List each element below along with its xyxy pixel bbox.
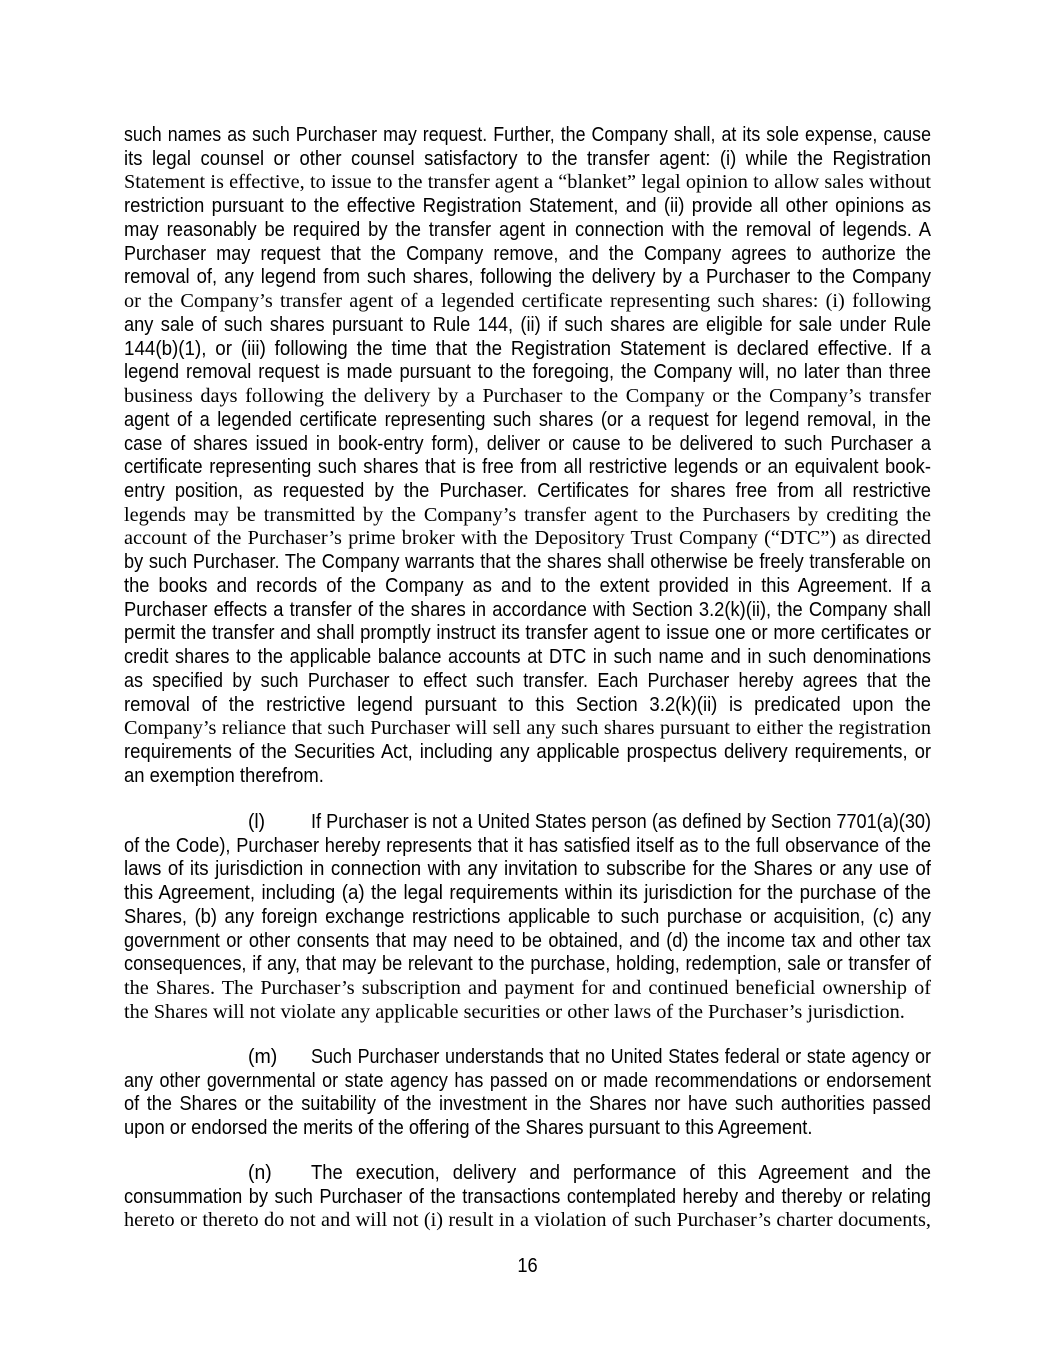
text-line: The execution, delivery and performance of this Agreement and the bbox=[311, 1162, 931, 1184]
text-line: of the Shares or the suitability of the investment in the Shares nor have such authorities passed bbox=[124, 1093, 931, 1116]
text-line: or the Company’s transfer agent of a legended certificate representing such shares: (i) following bbox=[124, 290, 931, 313]
text-line: certificate representing such shares that is free from all restrictive legends or an equivalent book- bbox=[124, 456, 931, 479]
text-line: Shares, (b) any foreign exchange restrictions applicable to such purchase or acquisition, (c) any bbox=[124, 905, 931, 928]
text-line: its legal counsel or other counsel satisfactory to the transfer agent: (i) while the Registration bbox=[124, 147, 931, 170]
paragraph-continuation bbox=[124, 124, 931, 789]
text-line: removal of, any legend from such shares, following the delivery by a Purchaser to the Company bbox=[124, 266, 931, 289]
text-line: Statement is effective, to issue to the transfer agent a “blanket” legal opinion to allow sales without bbox=[124, 171, 931, 194]
text-line: removal of the restrictive legend pursuant to this Section 3.2(k)(ii) is predicated upon the bbox=[124, 693, 931, 716]
text-line: credit shares to the applicable balance accounts at DTC in such name and in such denominations bbox=[124, 646, 931, 669]
clause-marker: (l) bbox=[248, 811, 266, 833]
clause-marker: (m) bbox=[248, 1046, 278, 1068]
text-line: legends may be transmitted by the Company’s transfer agent to the Purchasers by crediting the bbox=[124, 503, 931, 526]
text-line: case of shares issued in book-entry form), deliver or cause to be delivered to such Purchaser a bbox=[124, 432, 931, 455]
text-line: the Shares will not violate any applicable securities or other laws of the Purchaser’s jurisdiction. bbox=[124, 1000, 905, 1023]
page-number: 16 bbox=[517, 1255, 538, 1277]
clause-n bbox=[124, 1162, 931, 1233]
text-line: Purchaser effects a transfer of the shares in accordance with Section 3.2(k)(ii), the Company shall bbox=[124, 598, 931, 621]
text-line: of the Code), Purchaser hereby represents that it has satisfied itself as to the full observance of the bbox=[124, 834, 931, 857]
clause-first-line bbox=[124, 1046, 931, 1070]
text-line: such names as such Purchaser may request. Further, the Company shall, at its sole expense, cause bbox=[124, 124, 931, 146]
text-line: the Shares. The Purchaser’s subscription and payment for and continued beneficial ownership of bbox=[124, 977, 931, 1000]
text-line: by such Purchaser. The Company warrants that the shares shall otherwise be freely transferable on bbox=[124, 551, 931, 574]
text-line: entry position, as requested by the Purchaser. Certificates for shares free from all restrictive bbox=[124, 480, 931, 503]
text-line: this Agreement, including (a) the legal requirements within its jurisdiction for the purchase of the bbox=[124, 882, 931, 905]
clause-first-line bbox=[124, 811, 931, 835]
text-line: may reasonably be required by the transfer agent in connection with the removal of legends. A bbox=[124, 218, 931, 241]
text-line: government or other consents that may need to be obtained, and (d) the income tax and other tax bbox=[124, 929, 931, 952]
text-line: permit the transfer and shall promptly instruct its transfer agent to issue one or more certificates or bbox=[124, 622, 931, 645]
text-line: laws of its jurisdiction in connection with any invitation to subscribe for the Shares or any use of bbox=[124, 858, 931, 881]
text-line: legend removal request is made pursuant to the foregoing, the Company will, no later than three bbox=[124, 361, 931, 384]
text-line: an exemption therefrom. bbox=[124, 764, 324, 787]
text-line: hereto or thereto do not and will not (i) result in a violation of such Purchaser’s charter documents, bbox=[124, 1209, 931, 1232]
clause-marker: (n) bbox=[248, 1162, 272, 1184]
text-line: any other governmental or state agency has passed on or made recommendations or endorsement bbox=[124, 1069, 931, 1092]
text-line: consummation by such Purchaser of the transactions contemplated hereby and thereby or relating bbox=[124, 1185, 931, 1208]
text-line: Purchaser may request that the Company remove, and the Company agrees to authorize the bbox=[124, 242, 931, 265]
clause-first-line bbox=[124, 1162, 931, 1186]
text-line: Company’s reliance that such Purchaser will sell any such shares pursuant to either the registration bbox=[124, 717, 931, 740]
text-line: business days following the delivery by a Purchaser to the Company or the Company’s transfer bbox=[124, 385, 931, 408]
text-line: the books and records of the Company as and to the extent provided in this Agreement. If a bbox=[124, 574, 931, 597]
text-line: If Purchaser is not a United States person (as defined by Section 7701(a)(30) bbox=[311, 811, 931, 833]
text-line: account of the Purchaser’s prime broker with the Depository Trust Company (“DTC”) as directed bbox=[124, 527, 931, 550]
text-line: Such Purchaser understands that no United States federal or state agency or bbox=[311, 1046, 931, 1068]
text-line: restriction pursuant to the effective Registration Statement, and (ii) provide all other opinions as bbox=[124, 195, 931, 218]
text-line: consequences, if any, that may be relevant to the purchase, holding, redemption, sale or transfer of bbox=[124, 953, 931, 976]
text-line: 144(b)(1), or (iii) following the time that the Registration Statement is declared effective. If a bbox=[124, 337, 931, 360]
text-line: as specified by such Purchaser to effect such transfer. Each Purchaser hereby agrees that the bbox=[124, 669, 931, 692]
text-line: agent of a legended certificate representing such shares (or a request for legend removal, in the bbox=[124, 408, 931, 431]
text-line: upon or endorsed the merits of the offering of the Shares pursuant to this Agreement. bbox=[124, 1117, 813, 1140]
clause-l bbox=[124, 811, 931, 1025]
clause-m bbox=[124, 1046, 931, 1141]
text-line: any sale of such shares pursuant to Rule 144, (ii) if such shares are eligible for sale under Rule bbox=[124, 313, 931, 336]
text-line: requirements of the Securities Act, including any applicable prospectus delivery requirements, or bbox=[124, 741, 931, 764]
